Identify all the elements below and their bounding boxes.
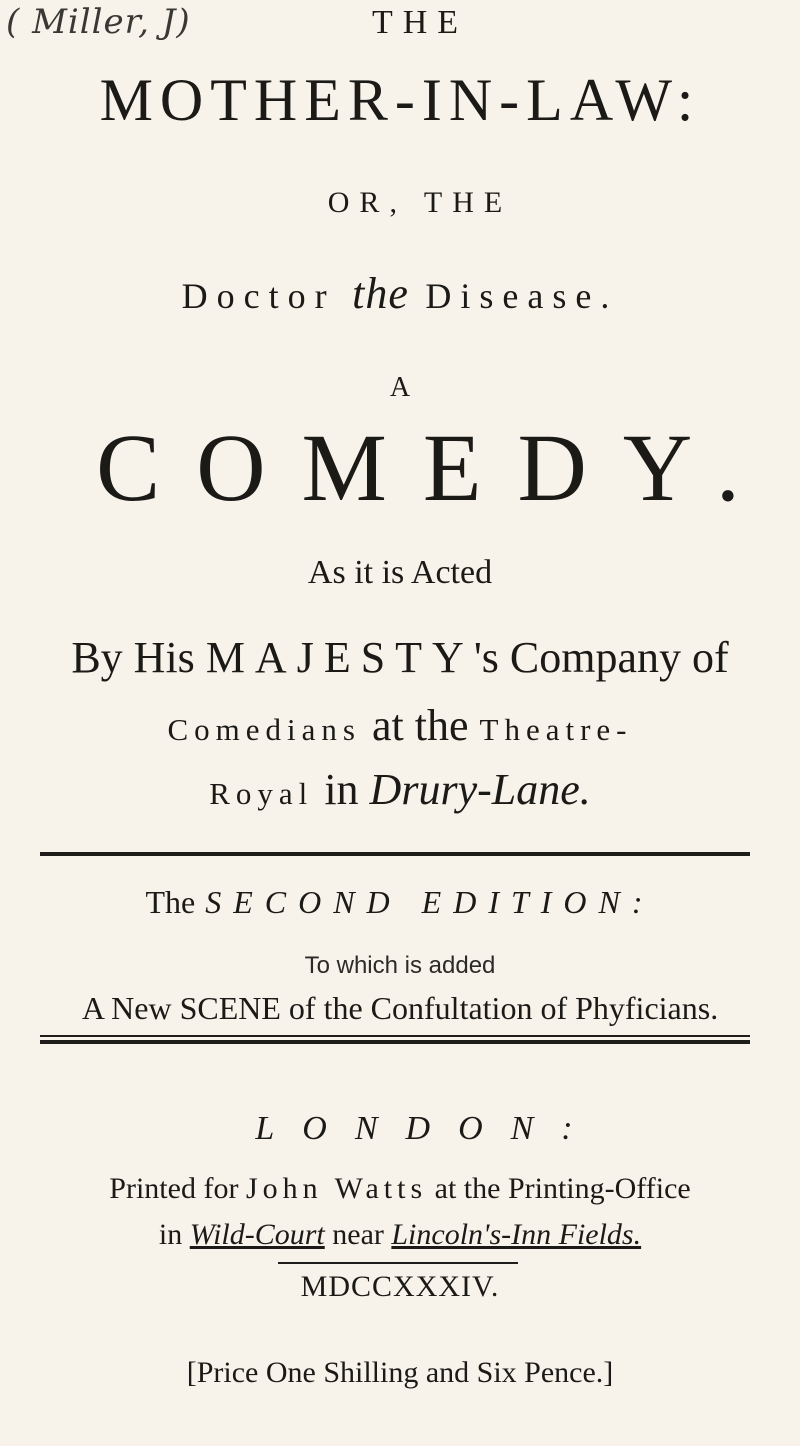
date-rule: [278, 1262, 518, 1264]
performance-line-2: [0, 700, 800, 751]
theatre: Theatre-: [479, 712, 633, 747]
subtitle-or-the: OR, THE: [327, 186, 513, 219]
royal: Royal: [209, 776, 314, 811]
the-italic-word: the: [352, 269, 409, 318]
wild-court: Wild-Court: [189, 1218, 325, 1251]
title-the: THE: [371, 4, 469, 41]
printed-for: Printed for: [109, 1172, 239, 1205]
second-edition: SECOND EDITION:: [205, 884, 655, 920]
at-the: at the: [372, 701, 469, 750]
to-which-is-added: To which is added: [304, 952, 496, 979]
as-it-is-acted: As it is Acted: [307, 554, 493, 591]
performance-line-3: [0, 764, 800, 815]
article-a: A: [389, 372, 411, 403]
printer-name: John Watts: [245, 1172, 428, 1205]
imprint-london: LONDON:: [255, 1110, 601, 1147]
handwritten-annotation: ( Miller, J): [6, 2, 191, 42]
edition-line: [0, 884, 800, 921]
printing-office: at the Printing-Office: [434, 1172, 691, 1205]
price-line: [Price One Shilling and Six Pence.]: [186, 1356, 614, 1389]
performance-line-1: [0, 632, 800, 683]
doctor-word: Doctor: [181, 276, 336, 316]
horizontal-rule: [40, 852, 750, 856]
double-rule-thick: [40, 1040, 750, 1044]
in-word: in: [324, 765, 359, 814]
company-of: 's Company of: [473, 633, 729, 682]
drury-lane: Drury-Lane.: [369, 765, 591, 814]
address-in: in: [158, 1218, 183, 1251]
subtitle-doctor-the-disease: [0, 262, 800, 320]
imprint-printed-for: [0, 1172, 800, 1206]
double-rule-thin: [40, 1035, 750, 1037]
disease-word: Disease.: [425, 276, 619, 316]
imprint-date: MDCCXXXIV.: [300, 1270, 500, 1303]
genre-comedy: COMEDY.: [96, 414, 776, 521]
new-scene-line: A New SCENE of the Confultation of Phyficians.: [81, 990, 719, 1026]
lincolns-inn-fields: Lincoln's-Inn Fields.: [391, 1218, 642, 1251]
edition-the: The: [145, 884, 196, 920]
main-title: MOTHER-IN-LAW:: [99, 67, 701, 133]
address-near: near: [332, 1218, 384, 1251]
majesty: MAJESTY: [205, 633, 474, 682]
imprint-address: [0, 1218, 800, 1252]
comedians: Comedians: [167, 712, 361, 747]
by-his: By His: [71, 633, 195, 682]
